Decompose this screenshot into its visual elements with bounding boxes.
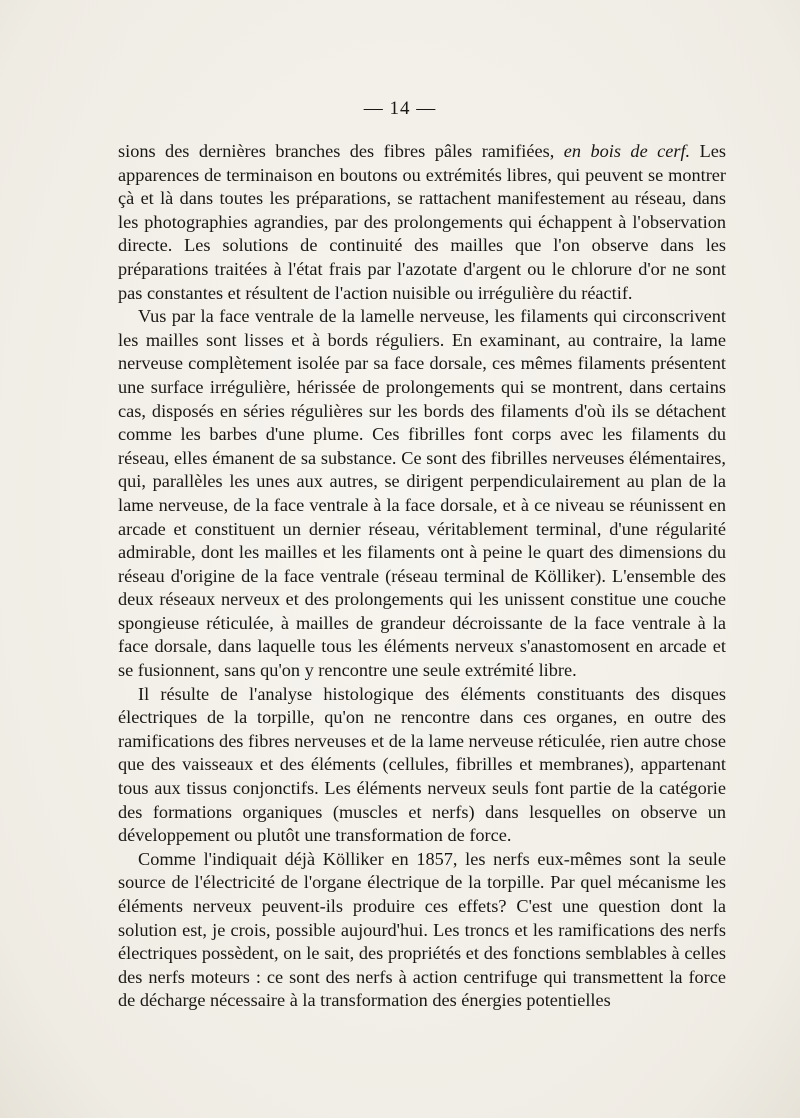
paragraph-1 — [118, 140, 726, 305]
page-number: — 14 — — [363, 98, 437, 119]
paragraph-1-text-end: Les apparences de terminaison en boutons ou extrémités libres, qui peuvent se montrer çà et là dans toutes les préparations, se rattachent manifestement au réseau, dans les photographies agrandies, par des prolongements qui échappent à l'observation directe. Les solutions de continuité des mailles que l'on observe dans les préparations traitées à l'état frais par l'azotate d'argent ou le chlorure d'or ne sont pas constantes et résultent de l'action nuisible ou irrégulière du réactif. — [118, 141, 726, 303]
paragraph-3: Il résulte de l'analyse histologique des éléments constituants des disques électriques de la torpille, qu'on ne rencontre dans ces organes, en outre des ramifications des fibres nerveuses et de la lame nerveuse réticulée, rien autre chose que des vaisseaux et des éléments (cellules, fibrilles et membranes), appartenant tous aux tissus conjonctifs. Les éléments nerveux seuls font partie de la catégorie des formations organiques (muscles et nerfs) dans lesquelles on observe un développement ou plutôt une transformation de force. — [118, 683, 726, 846]
italic-phrase: en bois de cerf. — [563, 141, 691, 161]
paragraph-1-text-start: sions des dernières branches des fibres pâles ramifiées, — [118, 141, 564, 161]
paragraph-4: Comme l'indiquait déjà Kölliker en 1857, les nerfs eux-mêmes sont la seule source de l'électricité de l'organe électrique de la torpille. Par quel mécanisme les éléments nerveux peuvent-ils produire ces effets? C'est une question dont la solution est, je crois, possible aujourd'hui. Les troncs et les ramifications des nerfs électriques possèdent, on le sait, des propriétés et des fonctions semblables à celles des nerfs moteurs : ce sont des nerfs à action centrifuge qui transmettent la force de décharge nécessaire à la transformation des énergies potentielles — [118, 848, 726, 1011]
paragraph-2: Vus par la face ventrale de la lamelle nerveuse, les filaments qui circonscrivent les mailles sont lisses et à bords réguliers. En examinant, au contraire, la lame nerveuse complètement isolée par sa face dorsale, ces mêmes filaments présentent une surface irrégulière, hérissée de prolongements qui se montrent, dans certains cas, disposés en séries régulières sur les bords des filaments d'où ils se détachent comme les barbes d'une plume. Ces fibrilles font corps avec les filaments du réseau, elles émanent de sa substance. Ce sont des fibrilles nerveuses élémentaires, qui, parallèles les unes aux autres, se dirigent perpendiculairement au plan de la lame nerveuse, de la face ventrale à la face dorsale, et à ce niveau se réunissent en arcade et constituent un dernier réseau, véritablement terminal, d'une régularité admirable, dont les mailles et les filaments ont à peine le quart des dimensions du réseau d'origine de la face ventrale (réseau terminal de Kölliker). L'ensemble des deux réseaux nerveux et des prolongements qui les unissent constitue une couche spongieuse réticulée, à mailles de grandeur décroissante de la face ventrale à la face dorsale, dans laquelle tous les éléments nerveux s'anastomosent en arcade et se fusionnent, sans qu'on y rencontre une seule extrémité libre. — [118, 306, 726, 681]
body-text — [118, 140, 726, 1013]
